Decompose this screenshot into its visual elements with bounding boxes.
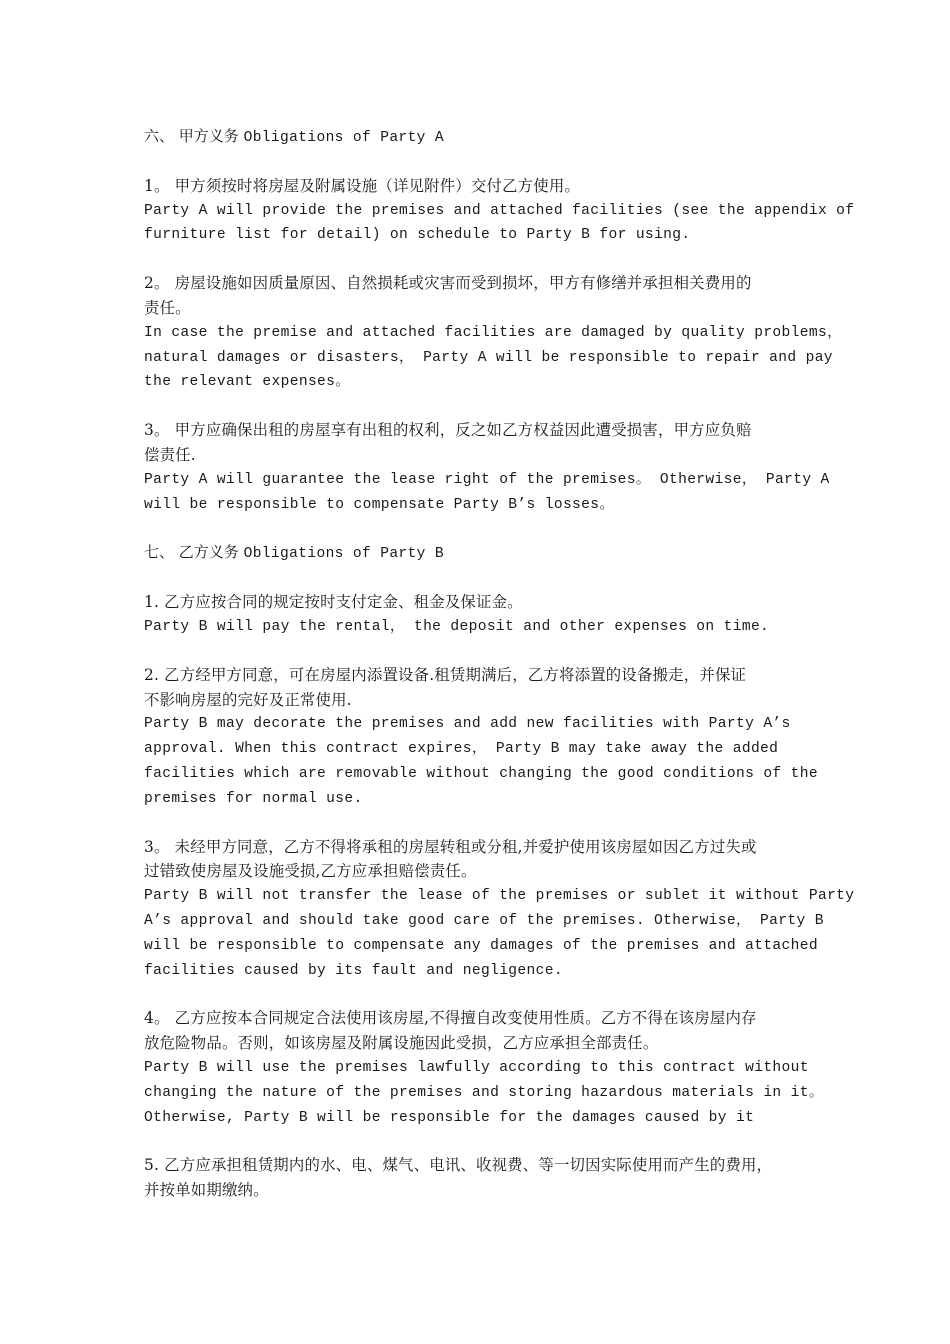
clause-cn-line: 放危险物品。否则，如该房屋及附属设施因此受损，乙方应承担全部责任。 [144, 1034, 659, 1053]
clause-en-line: facilities which are removable without changing the good conditions of the [144, 765, 818, 782]
section-7-title-cn: 乙方义务 [178, 543, 239, 562]
clause-cn-line: 3。 甲方应确保出租的房屋享有出租的权利，反之如乙方权益因此遭受损害，甲方应负赔 [144, 421, 752, 440]
section-7-title-en: Obligations of Party B [243, 546, 444, 563]
clause-cn-line: 1. 乙方应按合同的规定按时支付定金、租金及保证金。 [144, 593, 523, 612]
document-page [144, 124, 855, 1226]
clause-6-3 [144, 418, 830, 517]
clause-en-line: facilities caused by its fault and negligence. [144, 962, 563, 979]
clause-6-2 [144, 271, 843, 395]
clause-7-5 [144, 1153, 814, 1203]
section-6-heading [144, 124, 814, 151]
clause-7-4 [144, 1006, 824, 1130]
clause-en-line: Party B may decorate the premises and add new facilities with Party A’s [144, 716, 791, 733]
clause-en-line: In case the premise and attached facilities are damaged by quality problems， [144, 324, 843, 341]
clause-7-3 [144, 835, 855, 984]
clause-cn-line: 2。 房屋设施如因质量原因、自然损耗或灾害而受到损坏，甲方有修缮并承担相关费用的 [144, 274, 752, 293]
clause-7-2 [144, 663, 818, 812]
clause-cn-line: 并按单如期缴纳。 [144, 1181, 269, 1200]
clause-cn-line: 2. 乙方经甲方同意，可在房屋内添置设备.租赁期满后，乙方将添置的设备搬走，并保证 [144, 665, 747, 684]
clause-en-line: premises for normal use. [144, 790, 363, 807]
clause-cn-line: 不影响房屋的完好及正常使用. [144, 690, 352, 709]
clause-cn-line: 1。 甲方须按时将房屋及附属设施（详见附件）交付乙方使用。 [144, 176, 581, 195]
clause-en-line: Party A will guarantee the lease right of the premises。 Otherwise， Party A [144, 471, 830, 488]
clause-en-line: Party B will use the premises lawfully according to this contract without [144, 1059, 809, 1076]
clause-cn-line: 偿责任. [144, 445, 196, 464]
clause-7-1 [144, 590, 814, 640]
section-7-number: 七、 [144, 543, 175, 562]
clause-en-line: will be responsible to compensate any damages of the premises and attached [144, 937, 818, 954]
clause-cn-line: 过错致使房屋及设施受损,乙方应承担赔偿责任。 [144, 862, 477, 881]
clause-en-line: Otherwise, Party B will be responsible for the damages caused by it [144, 1109, 755, 1126]
clause-en-line: A’s approval and should take good care of the premises. Otherwise， Party B [144, 912, 824, 929]
section-6-title-cn: 甲方义务 [178, 127, 239, 145]
section-7-heading [144, 540, 814, 567]
clause-cn-line: 责任。 [144, 298, 191, 317]
clause-en-line: approval. When this contract expires， Party B may take away the added [144, 741, 779, 758]
clause-6-1 [144, 174, 855, 248]
clause-cn-line: 4。 乙方应按本合同规定合法使用该房屋,不得擅自改变使用性质。乙方不得在该房屋内存 [144, 1009, 757, 1028]
clause-cn-line: 3。 未经甲方同意，乙方不得将承租的房屋转租或分租,并爱护使用该房屋如因乙方过失或 [144, 837, 757, 856]
clause-en-line: furniture list for detail) on schedule to Party B for using. [144, 227, 691, 244]
clause-en-line: will be responsible to compensate Party B’s losses。 [144, 496, 615, 513]
clause-en-line: Party A will provide the premises and attached facilities (see the appendix of [144, 202, 855, 219]
clause-en-line: the relevant expenses。 [144, 374, 351, 391]
clause-cn-line: 5. 乙方应承担租赁期内的水、电、煤气、电讯、收视费、等一切因实际使用而产生的费用， [144, 1156, 773, 1175]
clause-en-line: natural damages or disasters， Party A will be responsible to repair and pay [144, 349, 833, 366]
section-6-number: 六、 [144, 127, 175, 145]
clause-en-line: Party B will pay the rental， the deposit and other expenses on time. [144, 618, 770, 635]
section-6-title-en: Obligations of Party A [243, 130, 444, 146]
clause-en-line: changing the nature of the premises and storing hazardous materials in it。 [144, 1084, 824, 1101]
clause-en-line: Party B will not transfer the lease of the premises or sublet it without Party [144, 888, 855, 905]
